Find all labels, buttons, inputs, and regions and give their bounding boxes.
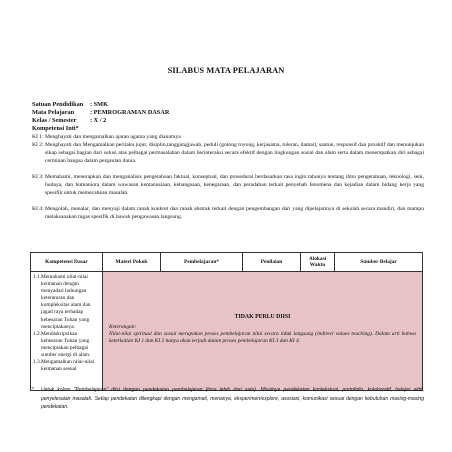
- meta-label: Mata Pelajaran: [32, 109, 75, 116]
- ki-code: KI 4:: [32, 206, 44, 212]
- ki-code: KI 2:: [32, 142, 44, 148]
- ki-text: Menghayati dan Mengamalkan perilaku jujur, disiplin,tanggungjawab, peduli (gotong royong, kerjasama, toleran, damai), santun, responsif dan proaktif dan menunjukan sikap sebagai bagian dari solusi atas pelbagai permasalahan dalam berinteraksi secara efektif dengan lingkungan sosial dan alam serta dalam menempatkan diri sebagai cerminan bangsa dalam pergaulan dunia.: [45, 142, 424, 164]
- table-row: [31, 272, 423, 391]
- header-alokasi-waktu: Alokasi Waktu: [301, 253, 335, 272]
- kd-item: 1.3. Mengamalkan nilai-nilai keimanan sesuai: [33, 359, 95, 373]
- note-text: Keterangan: Nilai-nilai spiritual dan sosial merupakan proses pembelajaran nilai secara tidak langsung (indirect values teaching). Dalam arti bahwa keterkaitan KI 1 dan KI 2 hanya akan terjadi dalam proses pembelajaran KI 3 dan KI 4.: [109, 324, 416, 345]
- kd-item: 1.2. Mendiskripsikan kebesaran Tuhan yang menciptakan pelbagai sumber energi di alam.: [33, 330, 91, 359]
- kompetensi-inti-heading: Kompetensi Inti*: [32, 125, 79, 132]
- meta-value: : X / 2: [90, 117, 107, 124]
- footnote-text: Untuk kolom "Pembelajaran" diisi dengan pendekatan pembelajaran (bisa lebih dari satu). Misalnya pendekatan kontekstual, portofolio, kolaboratif, belajar aktif, penyelesaian masalah. Setiap pendekatan dilengkapi dengan mengamati, menanya, eksperimen/explore, asosiasi, komunikasi sesuai dengan kebutuhan masing-masing pendekatan.: [41, 387, 424, 411]
- merged-not-filled-cell: [103, 272, 423, 391]
- header-materi-pokok: Materi Pokok: [103, 253, 161, 272]
- kd-item: 1.1. Memahami nilai-nilai keimanan dengan menyadari hubungan keteraturan dan kompleksitas alam dan jagad raya terhadap kebesaran Tuhan yang menciptakanya.: [33, 274, 91, 330]
- meta-row-subject: [32, 109, 169, 116]
- footnote: [32, 386, 424, 412]
- ki-item-2: [32, 141, 424, 165]
- meta-value: : PEMROGRAMAN DASAR: [90, 109, 170, 116]
- header-sumber-belajar: Sumber Belajar: [335, 253, 423, 272]
- syllabus-table: [30, 252, 423, 391]
- document-title: SILABUS MATA PELAJARAN: [167, 66, 285, 75]
- meta-row-class: [32, 117, 106, 124]
- kompetensi-dasar-cell: [31, 272, 103, 391]
- ki-item-4: [32, 205, 424, 221]
- meta-value: : SMK: [90, 101, 109, 108]
- ki-text: Menghayati dan mengamalkan ajaran agama yang dianutnya: [45, 134, 181, 140]
- header-kompetensi-dasar: Kompetensi Dasar: [31, 253, 103, 272]
- meta-label: Kelas / Semester: [32, 117, 77, 124]
- ki-code: KI 3:: [32, 174, 44, 180]
- not-filled-label: TIDAK PERLU DIISI: [234, 314, 291, 320]
- ki-text: Memahami, menerapkan dan menganalisis pengetahuan faktual, konseptual, dan prosedural berdasarkan rasa ingin tahunya tentang ilmu pengetahuan, teknologi, seni, budaya, dan humaniora dalam wawasan kemanusiaan, kebangsaan, kenegaraan, dan peradaban terkait penyebab fenomena dan kejadian dalam bidang kerja yang spesifik untuk memecahkan masalah.: [45, 174, 424, 196]
- header-pembelajaran: Pembelajaran*: [161, 253, 243, 272]
- ki-text: Mengolah, menalar, dan menyaji dalam ranah konkret dan ranah abstrak terkait dengan pengembangan dari yang dipelajarinya di sekolah secara mandiri, dan mampu melaksanakan tugas spesifik di bawah pengawasan langsung.: [45, 206, 424, 220]
- ki-item-1: [32, 133, 424, 141]
- table-header-row: [31, 253, 423, 272]
- ki-item-3: [32, 173, 424, 197]
- footnote-marker: *: [32, 387, 34, 393]
- ki-code: KI 1:: [32, 134, 44, 140]
- meta-label: Satuan Pendidikan: [32, 101, 84, 108]
- meta-row-school: [32, 101, 108, 108]
- header-penilaian: Penilaian: [243, 253, 301, 272]
